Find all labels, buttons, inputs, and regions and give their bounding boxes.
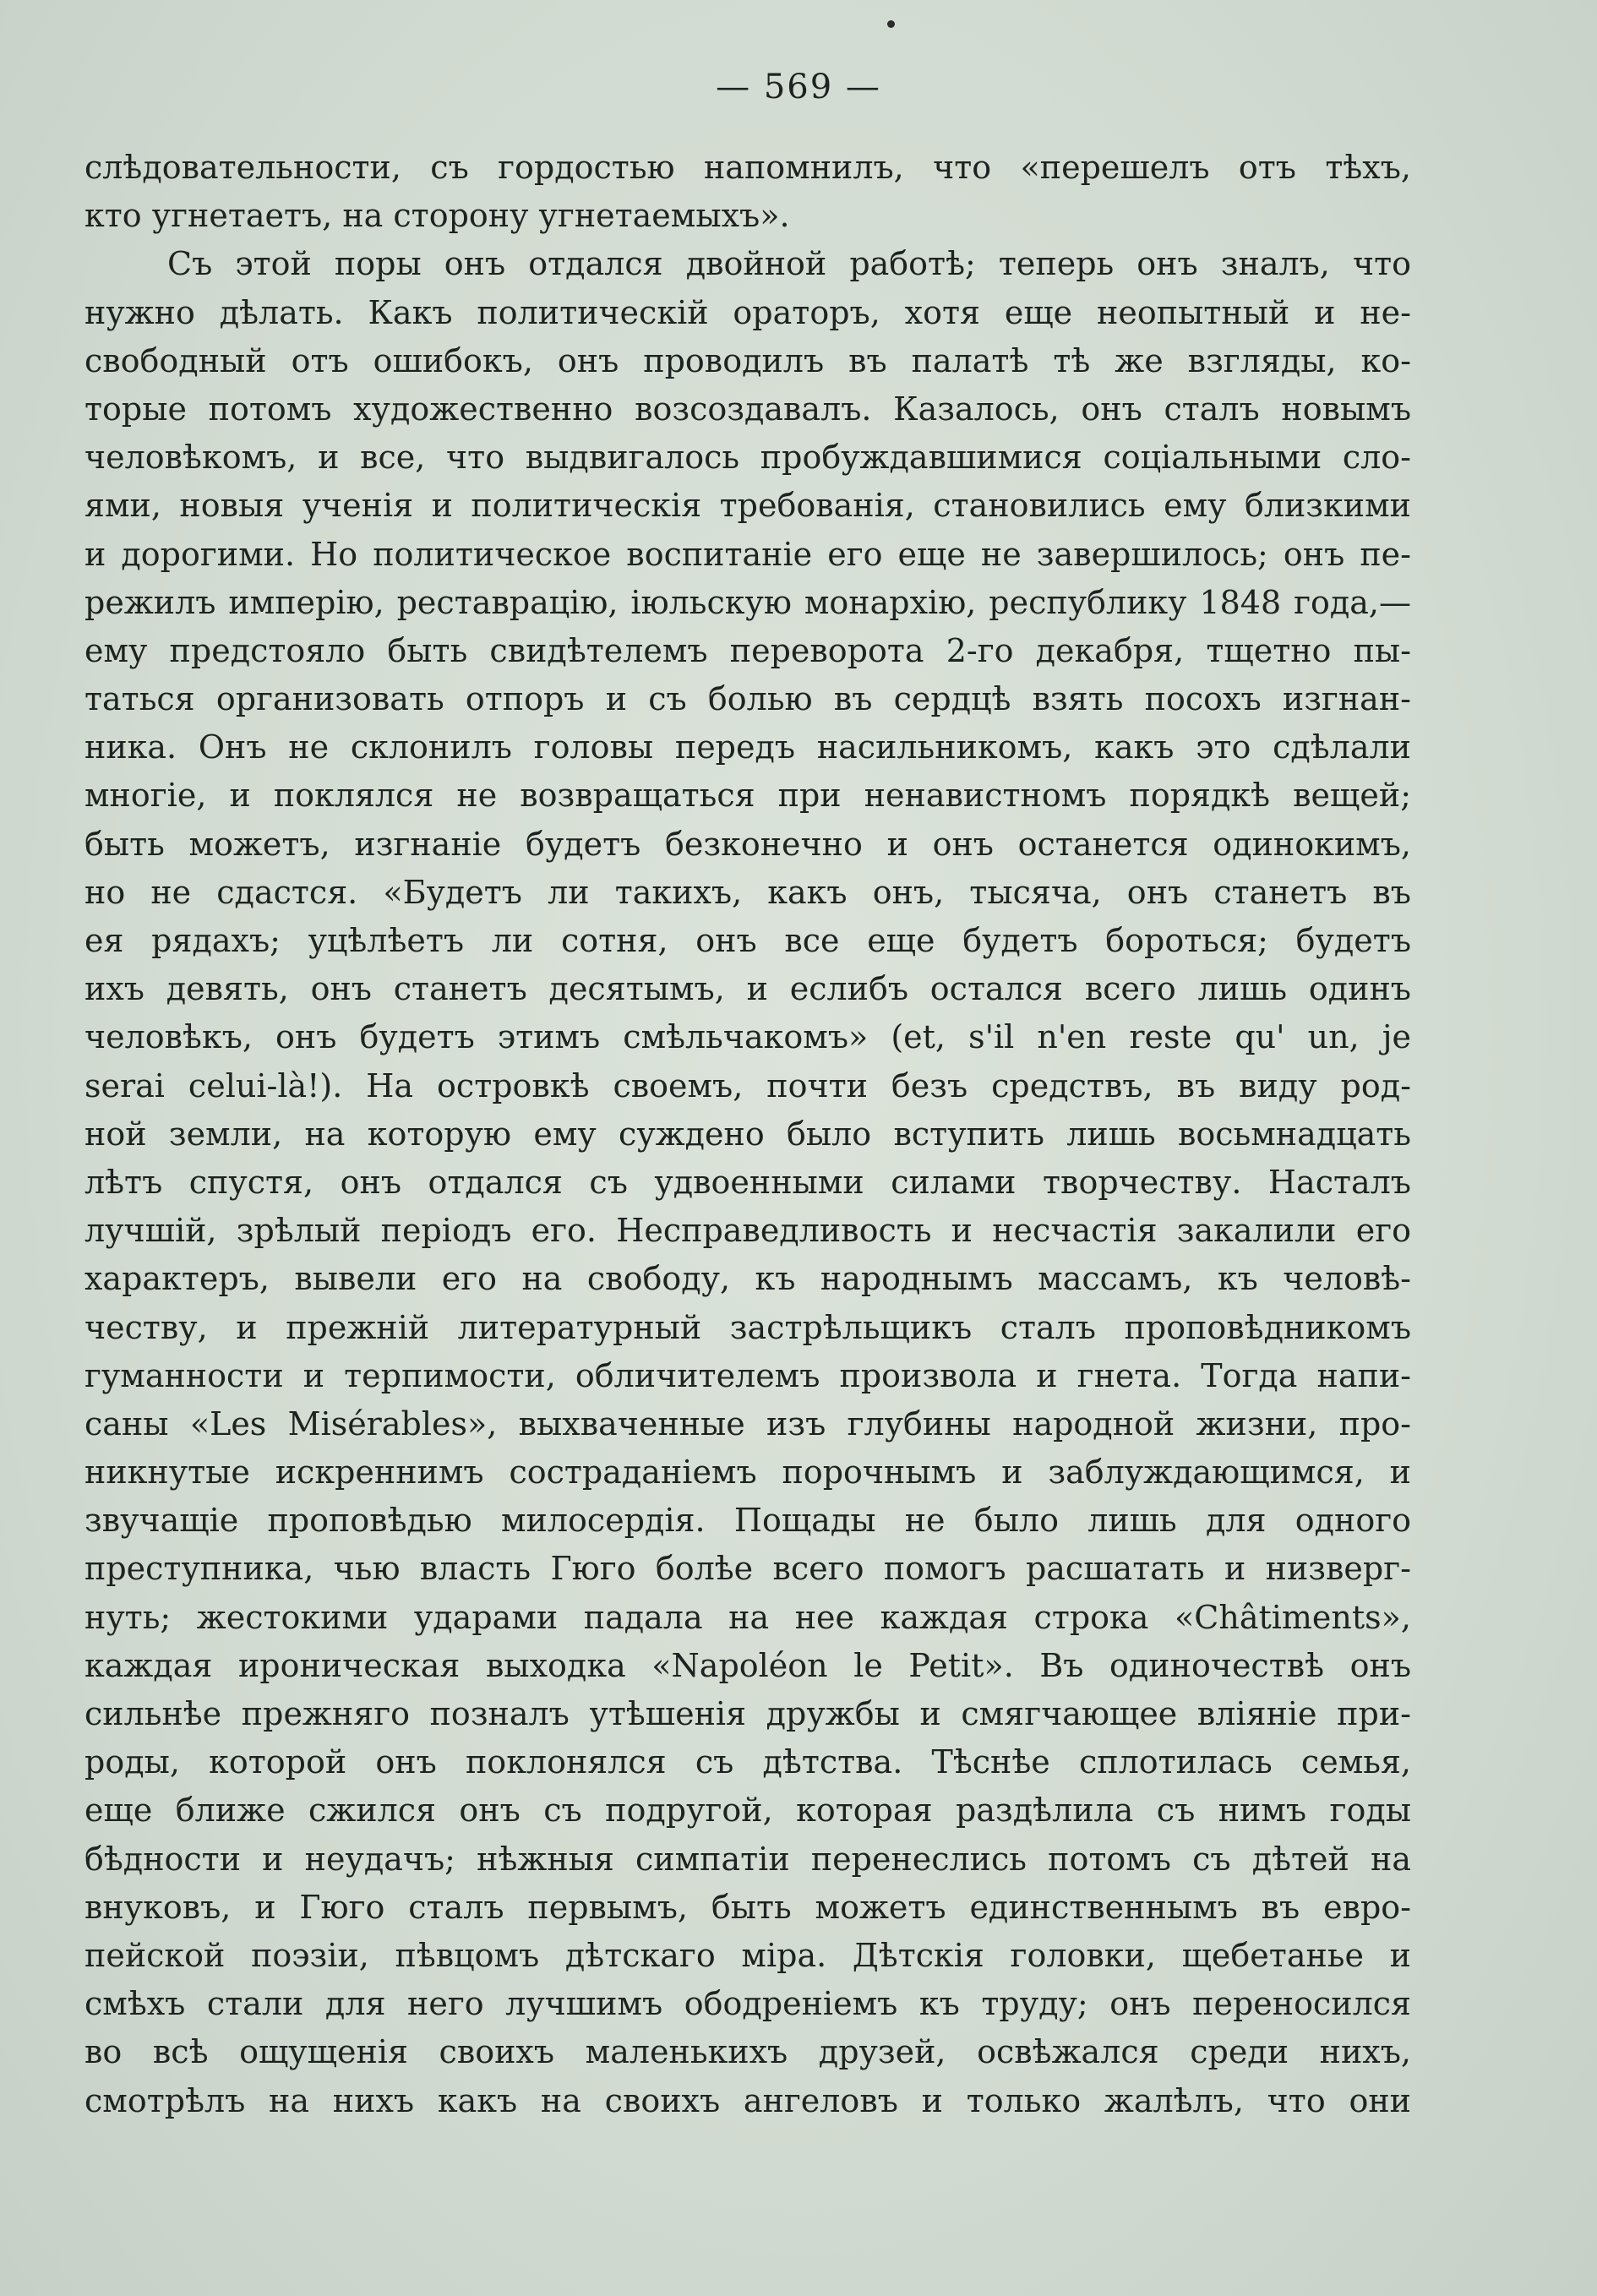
text-line: характеръ, вывели его на свободу, къ народнымъ массамъ, къ человѣ- bbox=[84, 1260, 1411, 1298]
text-line: честву, и прежній литературный застрѣльщикъ сталъ проповѣдникомъ bbox=[84, 1308, 1411, 1346]
text-line: кто угнетаетъ, на сторону угнетаемыхъ». bbox=[84, 197, 790, 235]
text-line: во всѣ ощущенія своихъ маленькихъ друзей, освѣжался среди нихъ, bbox=[84, 2033, 1411, 2071]
text-line: саны «Les Misérables», выхваченные изъ глубины народной жизни, про- bbox=[84, 1404, 1411, 1442]
text-line: пейской поэзіи, пѣвцомъ дѣтскаго міра. Дѣтскія головки, щебетанье и bbox=[84, 1936, 1411, 1974]
text-line: ника. Онъ не склонилъ головы передъ насильникомъ, какъ это сдѣлали bbox=[84, 728, 1411, 766]
text-line: смѣхъ стали для него лучшимъ ободреніемъ къ труду; онъ переносился bbox=[84, 1985, 1411, 2023]
text-line: ему предстояло быть свидѣтелемъ переворота 2-го декабря, тщетно пы- bbox=[84, 631, 1411, 669]
text-line: ихъ девять, онъ станетъ десятымъ, и еслибъ остался всего лишь одинъ bbox=[84, 970, 1411, 1008]
text-line: слѣдовательности, съ гордостью напомнилъ, что «перешелъ отъ тѣхъ, bbox=[84, 149, 1411, 186]
text-line: каждая ироническая выходка «Napoléon le Petit». Въ одиночествѣ онъ bbox=[84, 1646, 1411, 1684]
text-line: преступника, чью власть Гюго болѣе всего помогъ расшатать и низверг- bbox=[84, 1550, 1411, 1588]
text-line: лѣтъ спустя, онъ отдался съ удвоенными силами творчеству. Насталъ bbox=[84, 1163, 1411, 1201]
text-line: таться организовать отпоръ и съ болью въ сердцѣ взять посохъ изгнан- bbox=[84, 680, 1411, 718]
text-line: свободный отъ ошибокъ, онъ проводилъ въ палатѣ тѣ же взгляды, ко- bbox=[84, 341, 1411, 379]
text-line: звучащіе проповѣдью милосердія. Пощады не было лишь для одного bbox=[84, 1502, 1411, 1540]
body-text bbox=[84, 144, 1411, 2125]
text-line: нуть; жестокими ударами падала на нее каждая строка «Châtiments», bbox=[84, 1598, 1411, 1636]
text-line: быть можетъ, изгнаніе будетъ безконечно и онъ останется одинокимъ, bbox=[84, 825, 1411, 863]
text-line: бѣдности и неудачъ; нѣжныя симпатіи перенеслись потомъ съ дѣтей на bbox=[84, 1840, 1411, 1878]
text-line: гуманности и терпимости, обличителемъ произвола и гнета. Тогда напи- bbox=[84, 1356, 1411, 1394]
text-line: ея рядахъ; уцѣлѣетъ ли сотня, онъ все еще будетъ бороться; будетъ bbox=[84, 922, 1411, 959]
text-line: еще ближе сжился онъ съ подругой, которая раздѣлила съ нимъ годы bbox=[84, 1792, 1411, 1830]
text-line: торые потомъ художественно возсоздавалъ. Казалось, онъ сталъ новымъ bbox=[84, 390, 1411, 428]
text-line: роды, которой онъ поклонялся съ дѣтства. Тѣснѣе сплотилась семья, bbox=[84, 1743, 1411, 1781]
text-line: нужно дѣлать. Какъ политическій ораторъ, хотя еще неопытный и не- bbox=[84, 293, 1411, 331]
text-line: serai celui-là!). На островкѣ своемъ, почти безъ средствъ, въ виду род- bbox=[84, 1066, 1411, 1104]
ink-dot bbox=[887, 20, 895, 28]
text-line: человѣкъ, онъ будетъ этимъ смѣльчакомъ» (et, s'il n'en reste qu' un, je bbox=[84, 1018, 1411, 1056]
text-line: лучшій, зрѣлый періодъ его. Несправедливость и несчастія закалили его bbox=[84, 1212, 1411, 1250]
text-line: человѣкомъ, и все, что выдвигалось пробуждавшимися соціальными сло- bbox=[84, 439, 1411, 477]
paragraph-start-line: Съ этой поры онъ отдался двойной работѣ; теперь онъ зналъ, что bbox=[167, 245, 1411, 283]
text-line: смотрѣлъ на нихъ какъ на своихъ ангеловъ и только жалѣлъ, что они bbox=[84, 2081, 1411, 2119]
text-line: сильнѣе прежняго позналъ утѣшенія дружбы и смягчающее вліяніе при- bbox=[84, 1695, 1411, 1732]
text-line: никнутые искреннимъ состраданіемъ порочнымъ и заблуждающимся, и bbox=[84, 1453, 1411, 1492]
page-number: — 569 — bbox=[716, 68, 881, 106]
text-line: внуковъ, и Гюго сталъ первымъ, быть можетъ единственнымъ въ евро- bbox=[84, 1888, 1411, 1926]
text-line: ями, новыя ученія и политическія требованія, становились ему близкими bbox=[84, 487, 1411, 525]
text-line: ной земли, на которую ему суждено было вступить лишь восьмнадцать bbox=[84, 1115, 1411, 1153]
text-line: многіе, и поклялся не возвращаться при ненавистномъ порядкѣ вещей; bbox=[84, 777, 1411, 815]
text-line: режилъ имперію, реставрацію, іюльскую монархію, республику 1848 года,— bbox=[84, 583, 1411, 621]
text-line: и дорогими. Но политическое воспитаніе его еще не завершилось; онъ пе- bbox=[84, 535, 1411, 573]
text-line: но не сдастся. «Будетъ ли такихъ, какъ онъ, тысяча, онъ станетъ въ bbox=[84, 873, 1411, 911]
